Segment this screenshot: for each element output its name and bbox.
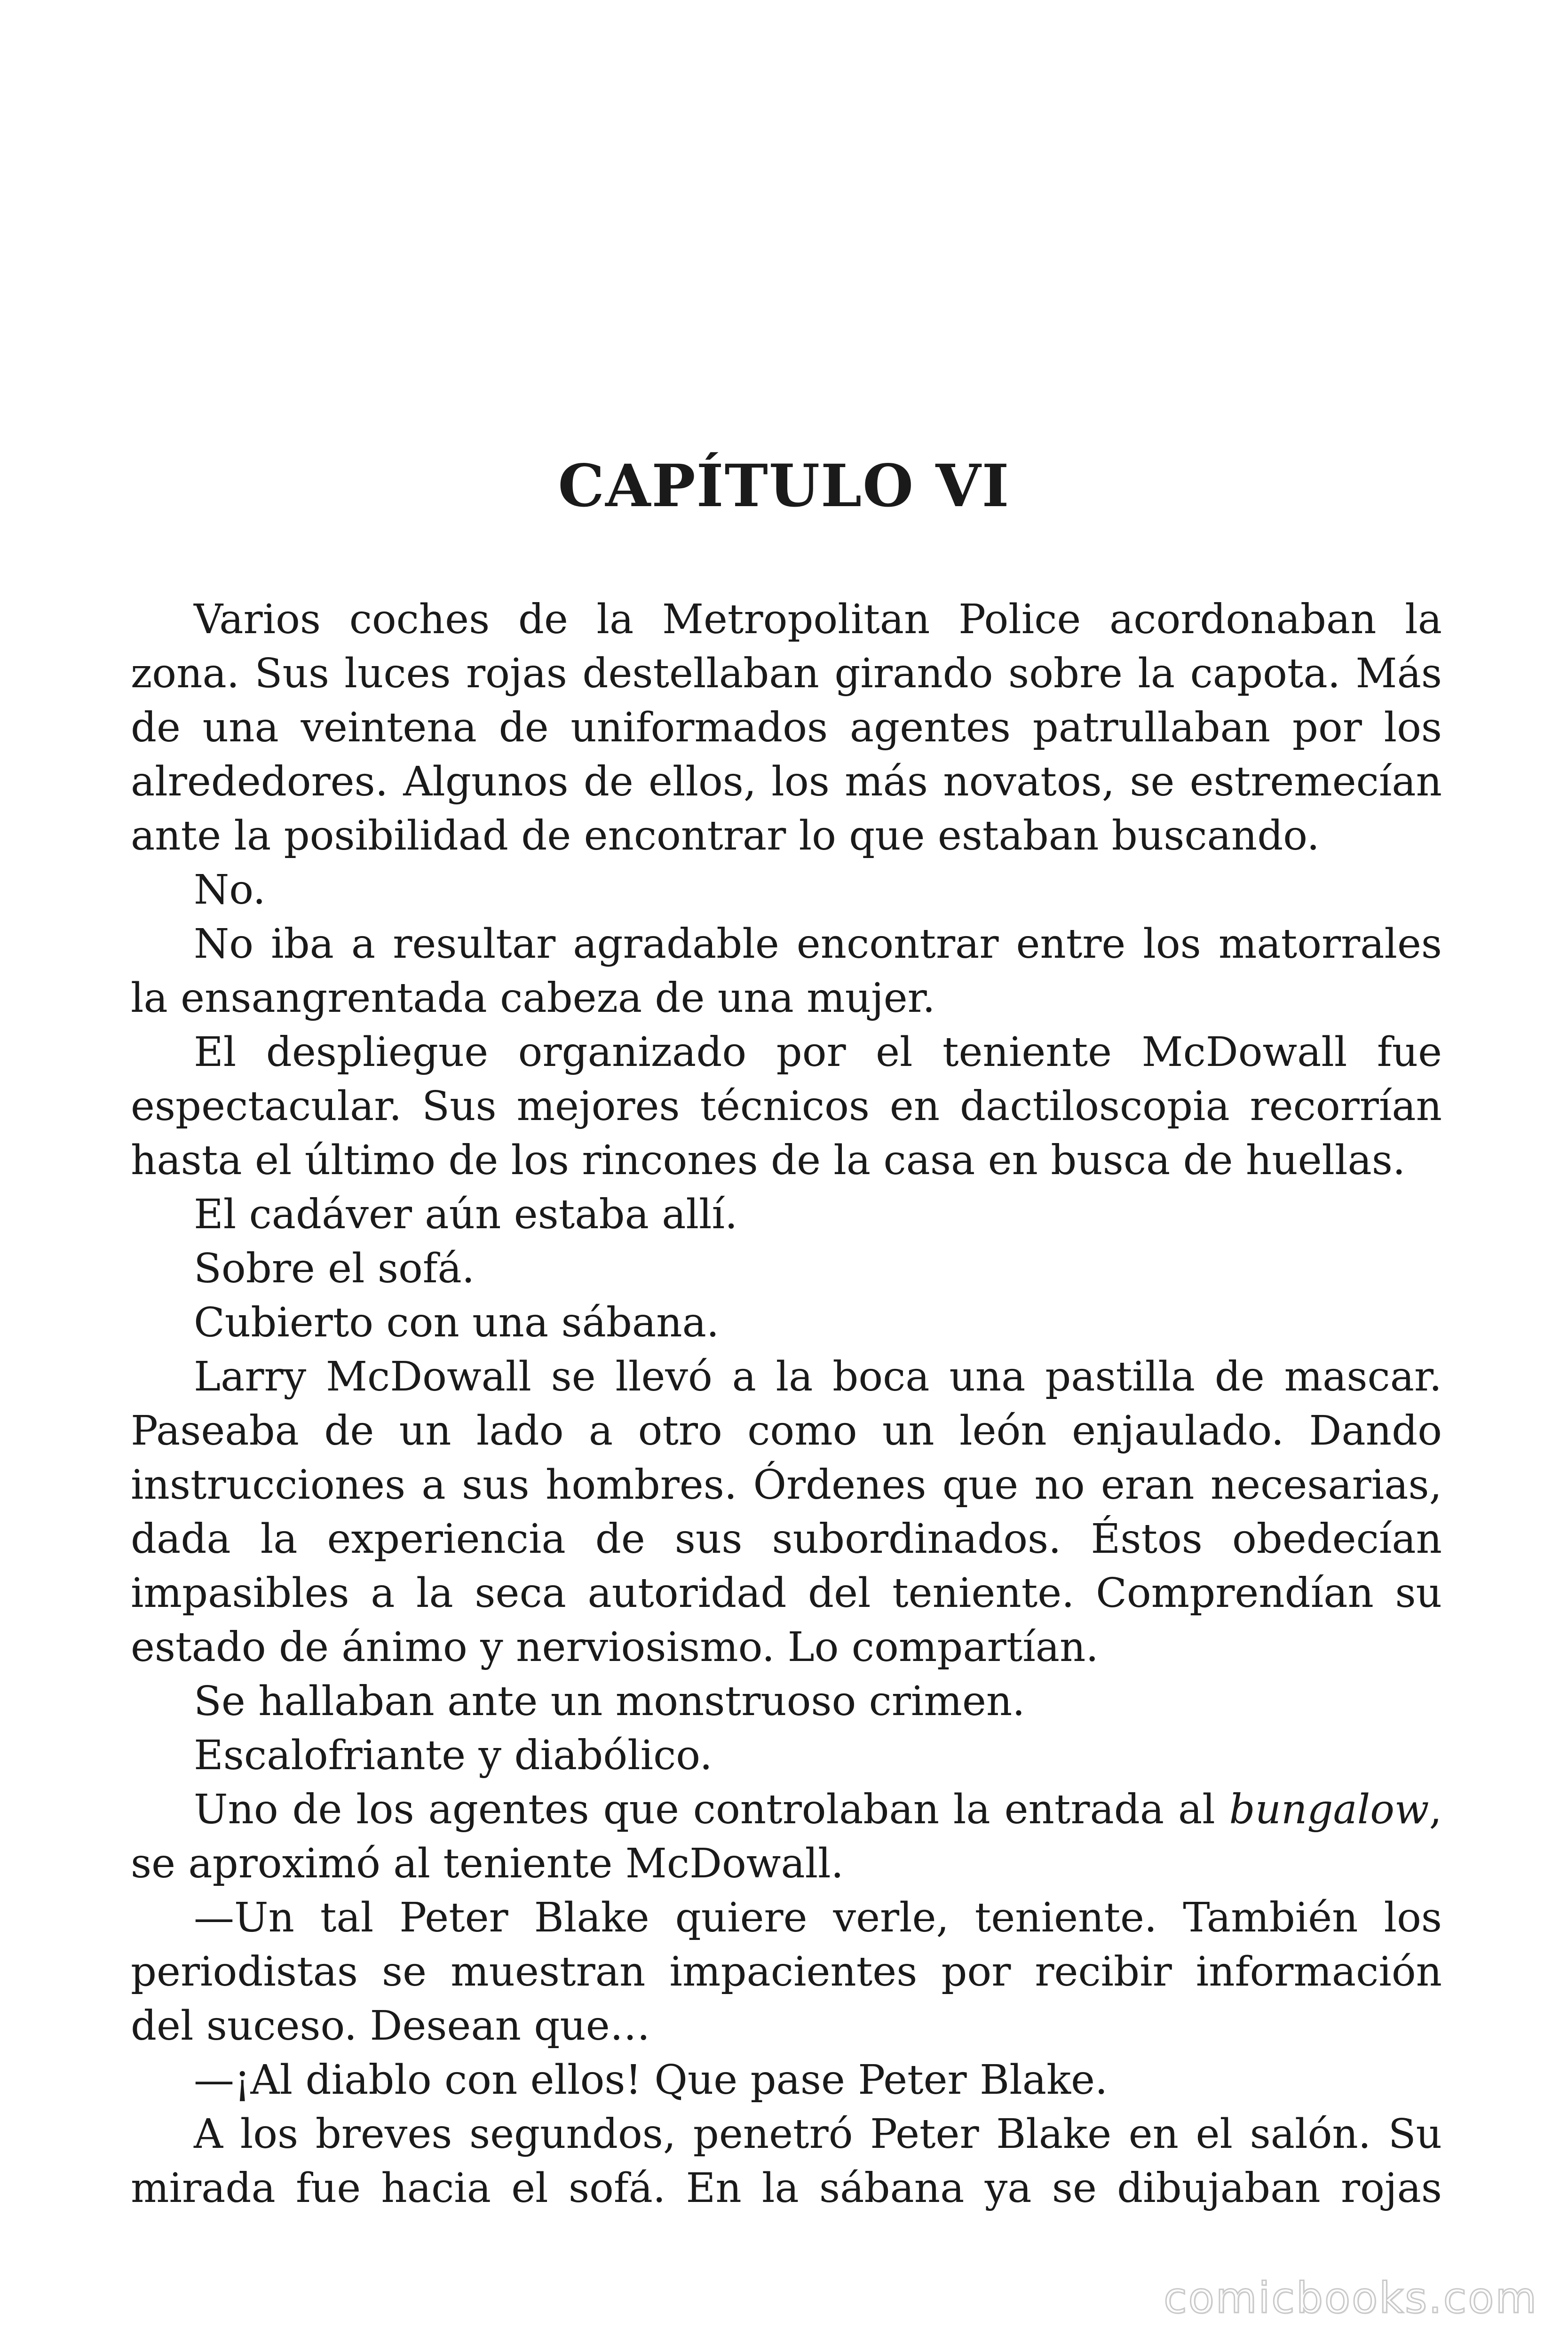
paragraph: —Un tal Peter Blake quiere verle, teniente. También los periodistas se muestran impacientes por recibir información del suceso. Desean que… xyxy=(131,1894,1442,2050)
chapter-title: CAPÍTULO VI xyxy=(558,452,1010,520)
chapter-body xyxy=(131,593,1442,2216)
watermark-logo: comicbooks.com xyxy=(1164,2273,1538,2323)
paragraph: Se hallaban ante un monstruoso crimen. xyxy=(194,1678,1025,1725)
paragraph xyxy=(131,1783,1442,1891)
paragraph: —¡Al diablo con ellos! Que pase Peter Blake. xyxy=(194,2057,1108,2104)
paragraph: A los breves segundos, penetró Peter Blake en el salón. Su mirada fue hacia el sofá. En la sábana ya se dibujaban rojas xyxy=(131,2111,1442,2212)
paragraph-text: , se aproximó al teniente McDowall. xyxy=(131,1786,1442,1887)
paragraph: El cadáver aún estaba allí. xyxy=(194,1191,738,1238)
paragraph: El despliegue organizado por el teniente McDowall fue espectacular. Sus mejores técnicos en dactiloscopia recorrían hasta el último de los rincones de la casa en busca de huellas. xyxy=(131,1029,1442,1184)
paragraph: Varios coches de la Metropolitan Police acordonaban la zona. Sus luces rojas destellaban girando sobre la capota. Más de una veintena de uniformados agentes patrullaban por los alrededores. Algunos de ellos, los más novatos, se estremecían ante la posibilidad de encontrar lo que estaban buscando. xyxy=(131,596,1442,859)
paragraph: Cubierto con una sábana. xyxy=(194,1299,720,1346)
paragraph-text: Uno de los agentes que controlaban la entrada al xyxy=(194,1786,1229,1833)
italic-term: bungalow xyxy=(1229,1786,1429,1833)
paragraph: No iba a resultar agradable encontrar entre los matorrales la ensangrentada cabeza de una mujer. xyxy=(131,921,1442,1022)
paragraph: Escalofriante y diabólico. xyxy=(194,1732,713,1779)
paragraph: No. xyxy=(194,866,266,914)
paragraph: Larry McDowall se llevó a la boca una pastilla de mascar. Paseaba de un lado a otro como un león enjaulado. Dando instrucciones a sus hombres. Órdenes que no eran necesarias, dada la experiencia de sus subordinados. Éstos obedecían impasibles a la seca autoridad del teniente. Comprendían su estado de ánimo y nerviosismo. Lo compartían. xyxy=(131,1353,1442,1671)
paragraph: Sobre el sofá. xyxy=(194,1245,475,1292)
